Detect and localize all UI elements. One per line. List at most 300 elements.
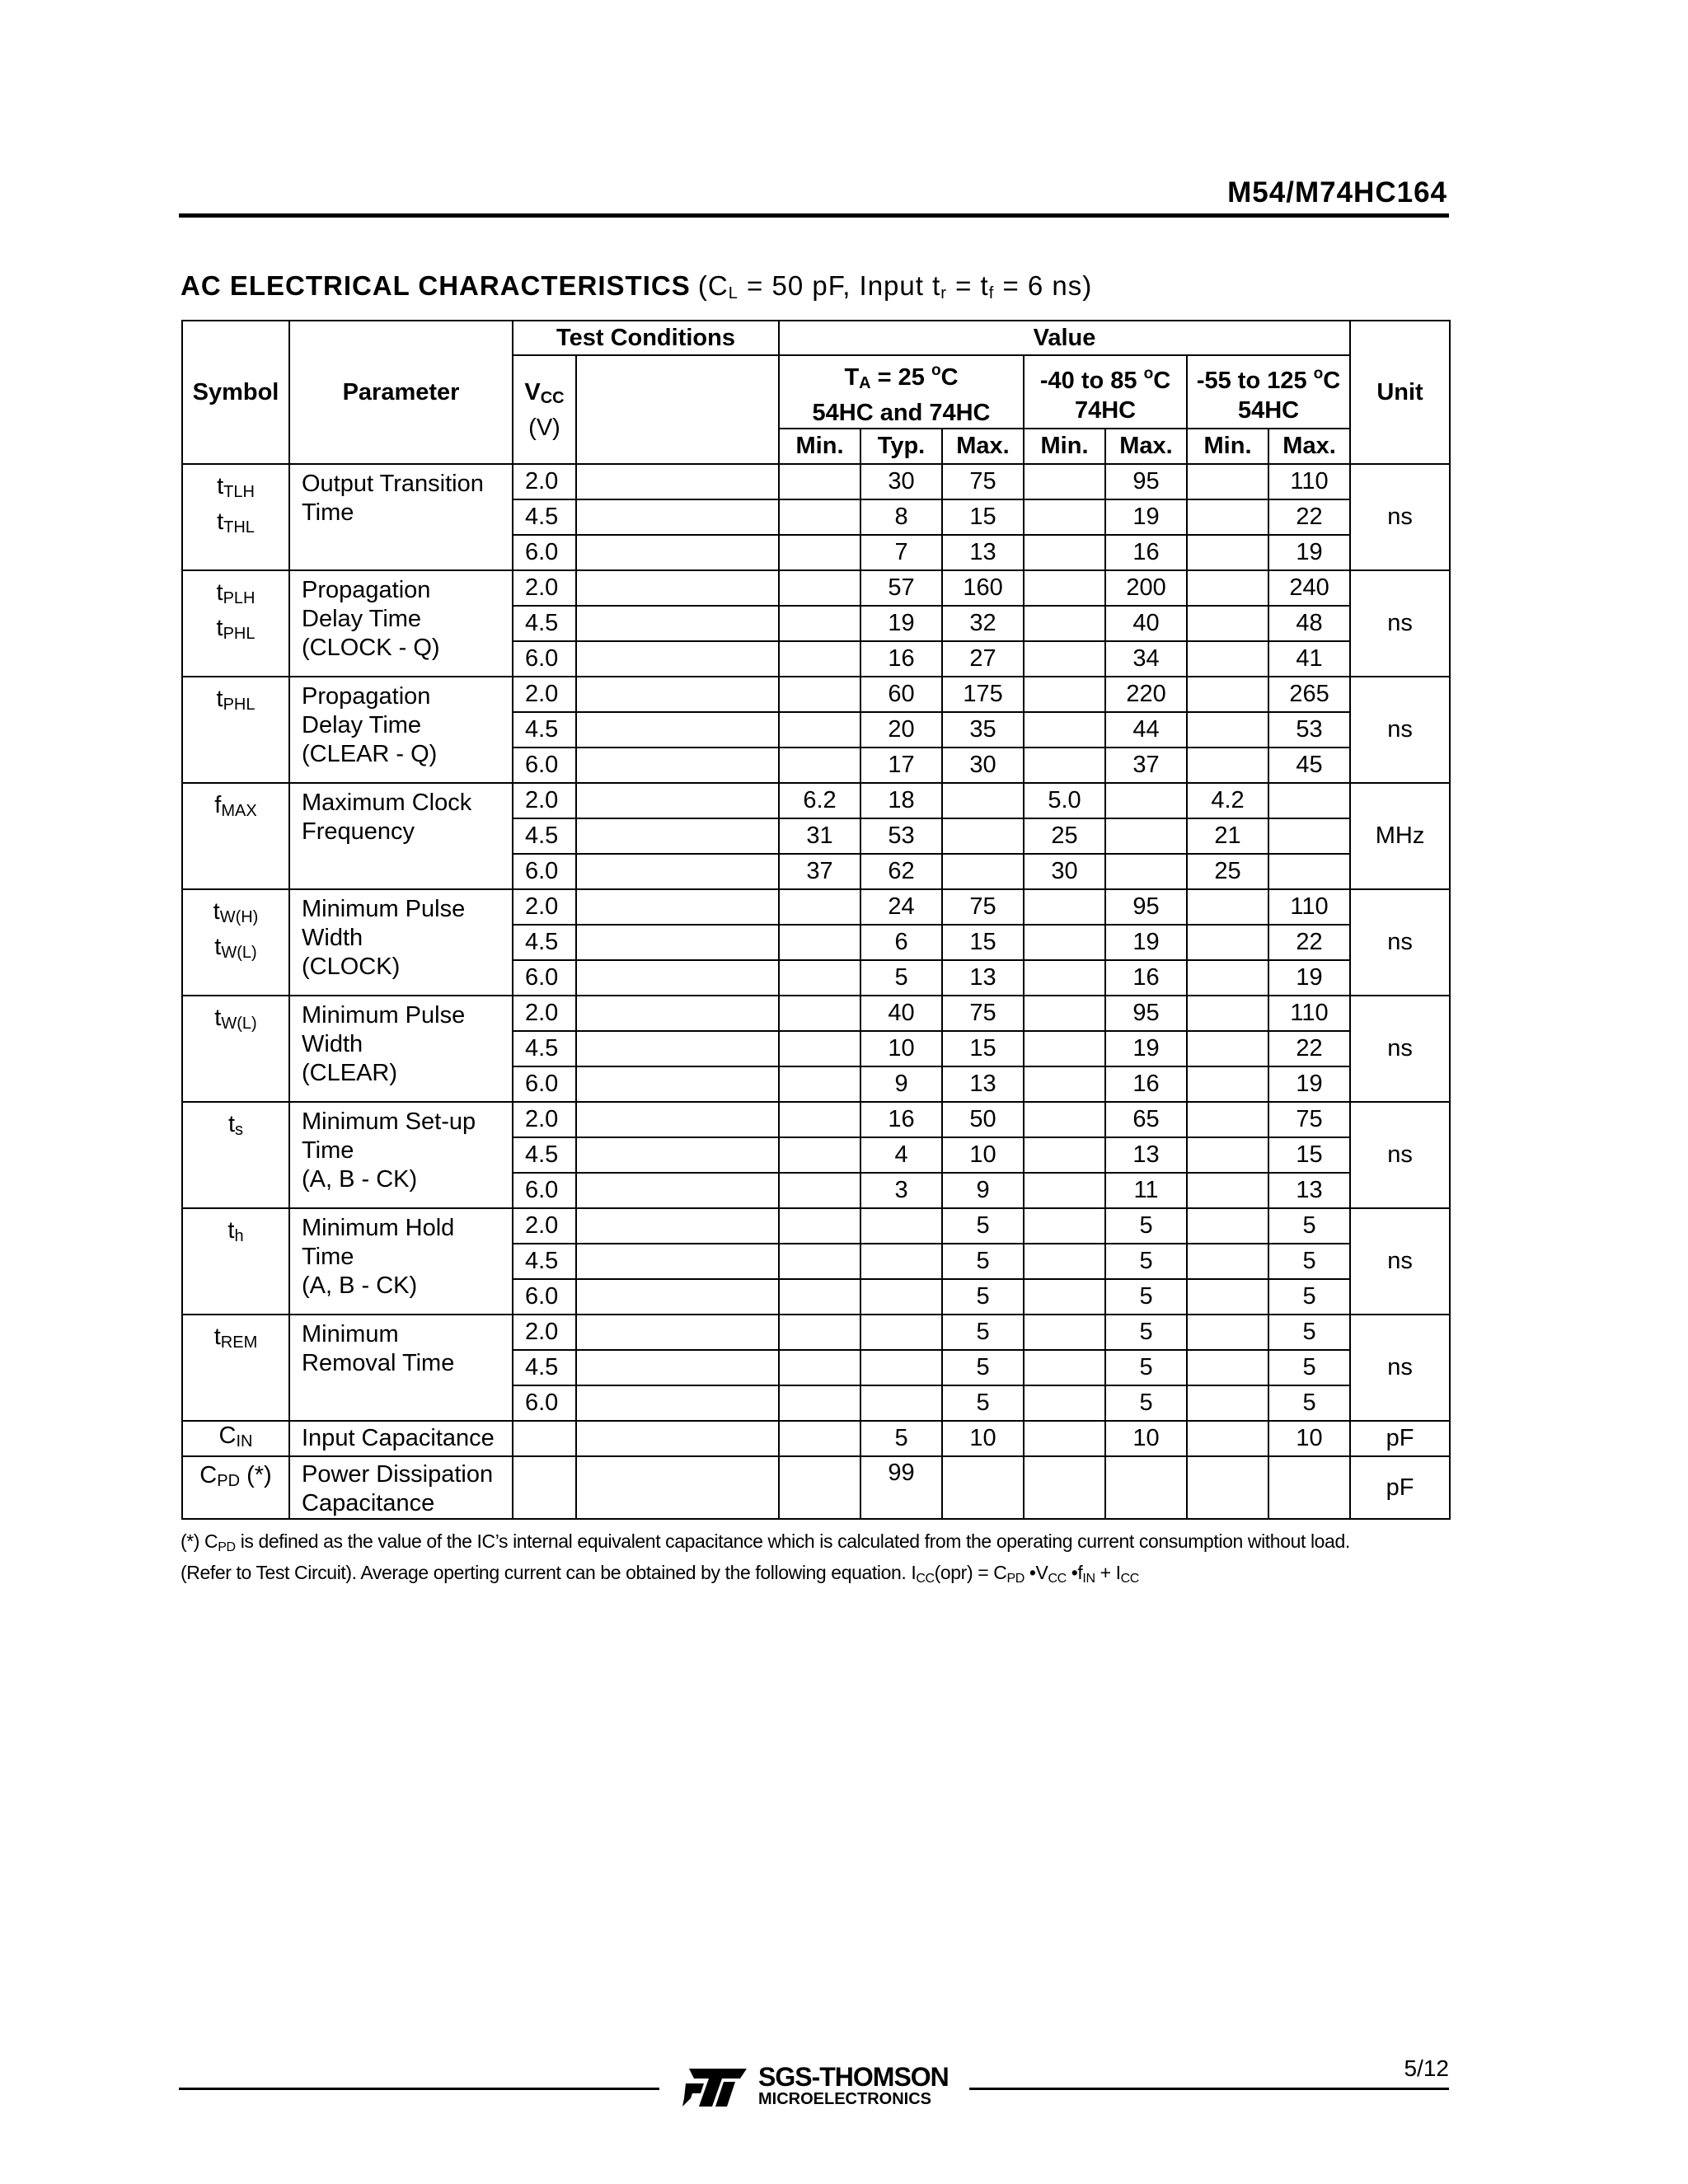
parameter-cell: Input Capacitance xyxy=(289,1421,513,1456)
max-header: Max. xyxy=(942,429,1024,464)
unit-cell: ns xyxy=(1350,1315,1450,1421)
value-cell: 9 xyxy=(942,1173,1024,1208)
sgs-thomson-logo xyxy=(682,2062,954,2111)
header-row-1 xyxy=(182,321,1450,355)
symbol-base: t xyxy=(217,473,224,499)
symbol-cell xyxy=(182,677,289,783)
section-conditions xyxy=(698,270,1092,301)
condition-blank xyxy=(576,1350,779,1385)
symbol-line xyxy=(183,507,288,542)
value-cell: 95 xyxy=(1105,464,1187,499)
symbol-line xyxy=(183,471,288,507)
unit-cell: ns xyxy=(1350,677,1450,783)
value-cell xyxy=(779,1031,860,1066)
value-cell xyxy=(1024,641,1105,677)
condition-blank xyxy=(576,499,779,535)
fn-sub: IN xyxy=(1082,1572,1095,1586)
fn-text: •V xyxy=(1024,1562,1048,1583)
vcc-value: 6.0 xyxy=(513,641,576,677)
symbol-note: (*) xyxy=(240,1462,272,1488)
vcc-value: 4.5 xyxy=(513,1350,576,1385)
symbol-line xyxy=(183,613,288,649)
condition-blank xyxy=(576,1385,779,1421)
symbol-base: t xyxy=(227,1111,236,1137)
symbol-sub: W(L) xyxy=(221,1015,257,1033)
vcc-value: 4.5 xyxy=(513,1244,576,1279)
condition-blank xyxy=(576,748,779,783)
value-cell: 5 xyxy=(942,1279,1024,1315)
vcc-value: 2.0 xyxy=(513,464,576,499)
value-cell: 265 xyxy=(1268,677,1350,712)
value-cell: 110 xyxy=(1268,996,1350,1031)
value-cell xyxy=(779,1102,860,1137)
fn-text: (*) C xyxy=(181,1530,218,1552)
parameter-line: Minimum Hold xyxy=(302,1215,455,1241)
parameter-line: Power Dissipation xyxy=(302,1461,494,1488)
value-cell xyxy=(1024,570,1105,606)
degree-sign: o xyxy=(931,362,941,379)
degree-sign: o xyxy=(1143,364,1154,382)
value-cell xyxy=(1187,996,1268,1031)
fn-text: •f xyxy=(1066,1562,1083,1583)
value-cell xyxy=(1187,1031,1268,1066)
symbol-sub: PHL xyxy=(223,696,256,714)
value-cell xyxy=(942,1456,1024,1519)
value-cell: 62 xyxy=(860,854,942,889)
value-cell: 13 xyxy=(942,535,1024,570)
value-cell xyxy=(779,570,860,606)
vcc-value: 6.0 xyxy=(513,1385,576,1421)
value-cell: 5 xyxy=(942,1208,1024,1244)
value-cell xyxy=(1024,748,1105,783)
value-cell: 5 xyxy=(1268,1385,1350,1421)
value-cell xyxy=(1187,748,1268,783)
value-cell xyxy=(860,1244,942,1279)
footer-rule-left xyxy=(179,2088,659,2090)
vcc-value: 4.5 xyxy=(513,712,576,748)
condition-blank xyxy=(576,606,779,641)
value-cell: 175 xyxy=(942,677,1024,712)
value-cell: 30 xyxy=(1024,854,1105,889)
condition-blank xyxy=(576,1456,779,1519)
value-cell: 5 xyxy=(860,960,942,996)
part-number-header: M54/M74HC164 xyxy=(1227,176,1447,209)
value-cell: 5 xyxy=(1268,1244,1350,1279)
symbol-cell xyxy=(182,464,289,570)
value-cell xyxy=(1024,1279,1105,1315)
value-cell xyxy=(1105,818,1187,854)
value-cell xyxy=(1024,1421,1105,1456)
value-cell: 19 xyxy=(1268,535,1350,570)
condition-blank xyxy=(576,1421,779,1456)
symbol-sub: s xyxy=(235,1121,244,1139)
value-cell xyxy=(779,1279,860,1315)
data-row xyxy=(182,1208,1450,1244)
value-cell xyxy=(860,1315,942,1350)
vcc-value: 4.5 xyxy=(513,1137,576,1173)
data-row xyxy=(182,677,1450,712)
value-cell xyxy=(779,1456,860,1519)
st-logo-icon xyxy=(682,2067,757,2108)
value-cell: 5 xyxy=(1105,1208,1187,1244)
value-cell xyxy=(779,499,860,535)
value-cell xyxy=(1187,1137,1268,1173)
unit-cell: ns xyxy=(1350,570,1450,677)
value-cell: 3 xyxy=(860,1173,942,1208)
symbol-cell xyxy=(182,1102,289,1208)
value-cell: 50 xyxy=(942,1102,1024,1137)
parameter-cell xyxy=(289,1456,513,1519)
value-cell: 22 xyxy=(1268,1031,1350,1066)
value-cell xyxy=(1187,960,1268,996)
data-row xyxy=(182,570,1450,606)
symbol-base: C xyxy=(199,1462,218,1488)
value-cell xyxy=(779,712,860,748)
unit-cell: MHz xyxy=(1350,783,1450,889)
value-cell xyxy=(1187,889,1268,925)
vcc-value: 6.0 xyxy=(513,960,576,996)
value-cell: 5 xyxy=(1268,1279,1350,1315)
value-cell: 34 xyxy=(1105,641,1187,677)
value-cell xyxy=(1024,499,1105,535)
condition-blank xyxy=(576,818,779,854)
parameter-cell xyxy=(289,1315,513,1421)
footnote-line-2 xyxy=(181,1560,1454,1591)
unit-cell: ns xyxy=(1350,889,1450,996)
value-cell: 16 xyxy=(1105,960,1187,996)
vcc-value: 2.0 xyxy=(513,889,576,925)
value-cell: 5 xyxy=(942,1315,1024,1350)
footer-rule-right xyxy=(969,2088,1449,2090)
max-header: Max. xyxy=(1105,429,1187,464)
value-cell: 10 xyxy=(1268,1421,1350,1456)
value-cell: 6.2 xyxy=(779,783,860,818)
value-cell: 10 xyxy=(1105,1421,1187,1456)
value-cell: 75 xyxy=(942,464,1024,499)
value-cell xyxy=(1024,712,1105,748)
value-cell xyxy=(1187,464,1268,499)
symbol-sub: PLH xyxy=(223,589,256,607)
vcc-unit: (V) xyxy=(528,414,560,441)
vcc-value: 4.5 xyxy=(513,1031,576,1066)
value-cell: 37 xyxy=(779,854,860,889)
min-header: Min. xyxy=(1187,429,1268,464)
symbol-base: t xyxy=(216,579,223,606)
vcc-value: 6.0 xyxy=(513,1279,576,1315)
max-header: Max. xyxy=(1268,429,1350,464)
parameter-cell xyxy=(289,889,513,996)
value-cell: 31 xyxy=(779,818,860,854)
value-cell: 24 xyxy=(860,889,942,925)
value-cell: 16 xyxy=(1105,1066,1187,1102)
vcc-value: 2.0 xyxy=(513,1315,576,1350)
value-cell xyxy=(1187,1208,1268,1244)
value-cell xyxy=(860,1279,942,1315)
parameter-cell xyxy=(289,677,513,783)
value-cell: 75 xyxy=(1268,1102,1350,1137)
value-cell xyxy=(860,1350,942,1385)
value-cell: 19 xyxy=(860,606,942,641)
value-cell: 19 xyxy=(1268,960,1350,996)
parameter-line: (CLEAR) xyxy=(302,1060,398,1086)
data-row xyxy=(182,464,1450,499)
parameter-line: Minimum xyxy=(302,1321,399,1347)
value-cell: 44 xyxy=(1105,712,1187,748)
cond-sub: f xyxy=(988,284,995,302)
range-125c-header xyxy=(1187,355,1350,429)
value-cell xyxy=(779,1244,860,1279)
symbol-sub: REM xyxy=(220,1333,258,1352)
symbol-sub: THL xyxy=(223,518,255,537)
data-row xyxy=(182,1315,1450,1350)
symbol-cell xyxy=(182,1421,289,1456)
value-cell xyxy=(779,535,860,570)
data-row xyxy=(182,783,1450,818)
symbol-base: t xyxy=(217,509,224,535)
degree-sign: o xyxy=(1313,364,1324,382)
vcc-value: 4.5 xyxy=(513,499,576,535)
value-cell xyxy=(1187,1385,1268,1421)
value-cell xyxy=(1187,1066,1268,1102)
value-cell xyxy=(1187,1456,1268,1519)
value-cell: 110 xyxy=(1268,889,1350,925)
unit-cell: ns xyxy=(1350,1208,1450,1315)
fn-sub: CC xyxy=(916,1572,935,1586)
parameter-line: Capacitance xyxy=(302,1490,435,1516)
value-cell xyxy=(779,748,860,783)
ac-characteristics-table xyxy=(181,320,1451,1520)
value-cell: 15 xyxy=(1268,1137,1350,1173)
vcc-value: 2.0 xyxy=(513,996,576,1031)
value-cell xyxy=(779,641,860,677)
condition-blank xyxy=(576,641,779,677)
value-cell: 220 xyxy=(1105,677,1187,712)
value-cell xyxy=(1024,1066,1105,1102)
value-cell xyxy=(779,464,860,499)
value-cell xyxy=(779,925,860,960)
value-cell: 27 xyxy=(942,641,1024,677)
vcc-value: 6.0 xyxy=(513,748,576,783)
vcc-value: 2.0 xyxy=(513,677,576,712)
value-cell: 4.2 xyxy=(1187,783,1268,818)
value-cell: 32 xyxy=(942,606,1024,641)
symbol-header: Symbol xyxy=(182,321,289,464)
symbol-cell xyxy=(182,889,289,996)
family-74hc: 74HC xyxy=(1074,396,1137,424)
value-cell xyxy=(860,1208,942,1244)
value-cell: 40 xyxy=(860,996,942,1031)
vcc-value: 4.5 xyxy=(513,925,576,960)
unit-cell: ns xyxy=(1350,464,1450,570)
condition-blank xyxy=(576,996,779,1031)
symbol-line xyxy=(183,1003,288,1038)
value-cell: 5 xyxy=(860,1421,942,1456)
value-cell: 16 xyxy=(1105,535,1187,570)
value-cell: 60 xyxy=(860,677,942,712)
parameter-line: Minimum Set-up xyxy=(302,1108,476,1135)
cond-part: (C xyxy=(697,270,729,301)
symbol-line xyxy=(183,684,288,719)
cond-sub: r xyxy=(940,284,947,302)
value-cell: 5 xyxy=(1105,1350,1187,1385)
value-cell: 95 xyxy=(1105,889,1187,925)
symbol-line xyxy=(183,1109,288,1145)
fn-text: is defined as the value of the IC’s internal equivalent capacitance which is calculated from the operating current consumption without load. xyxy=(235,1530,1350,1552)
symbol-sub: PD xyxy=(217,1472,241,1490)
value-cell: 19 xyxy=(1105,1031,1187,1066)
min-header: Min. xyxy=(1024,429,1105,464)
symbol-line xyxy=(183,1322,288,1357)
value-cell: 4 xyxy=(860,1137,942,1173)
celsius: C xyxy=(940,364,959,391)
value-cell xyxy=(1268,1456,1350,1519)
table-body xyxy=(182,321,1450,1519)
ta-value: = 25 xyxy=(870,364,931,391)
value-cell: 10 xyxy=(942,1137,1024,1173)
unit-cell: pF xyxy=(1350,1421,1450,1456)
symbol-base: t xyxy=(213,1324,221,1350)
value-cell xyxy=(1187,712,1268,748)
celsius: C xyxy=(1153,367,1171,394)
fn-text: (opr) = C xyxy=(934,1562,1007,1583)
typ-header: Typ. xyxy=(860,429,942,464)
symbol-base: t xyxy=(216,615,223,641)
unit-cell: ns xyxy=(1350,1102,1450,1208)
symbol-sub: PHL xyxy=(223,625,256,643)
value-cell: 57 xyxy=(860,570,942,606)
value-cell: 30 xyxy=(860,464,942,499)
parameter-line: Time xyxy=(302,1244,354,1270)
value-cell: 5 xyxy=(1268,1315,1350,1350)
value-cell: 45 xyxy=(1268,748,1350,783)
parameter-line: Width xyxy=(302,925,363,951)
fn-sub: CC xyxy=(1120,1572,1139,1586)
symbol-sub: MAX xyxy=(221,802,257,820)
parameter-cell xyxy=(289,1102,513,1208)
symbol-base: C xyxy=(218,1422,237,1449)
min-header: Min. xyxy=(779,429,860,464)
value-cell xyxy=(1187,570,1268,606)
value-cell xyxy=(1268,854,1350,889)
value-cell xyxy=(779,1066,860,1102)
cin-row xyxy=(182,1421,1450,1456)
symbol-line xyxy=(183,578,288,613)
value-cell xyxy=(1024,996,1105,1031)
symbol-sub: W(H) xyxy=(219,908,259,926)
parameter-line: (A, B - CK) xyxy=(302,1166,418,1193)
value-cell: 53 xyxy=(1268,712,1350,748)
value-cell xyxy=(1187,1244,1268,1279)
parameter-line: (CLOCK - Q) xyxy=(302,635,440,661)
value-cell xyxy=(1268,818,1350,854)
value-cell: 75 xyxy=(942,889,1024,925)
value-cell: 200 xyxy=(1105,570,1187,606)
vcc-value: 2.0 xyxy=(513,1102,576,1137)
parameter-line: Time xyxy=(302,499,354,526)
value-cell: 95 xyxy=(1105,996,1187,1031)
condition-blank xyxy=(576,783,779,818)
value-cell: 13 xyxy=(942,1066,1024,1102)
value-cell xyxy=(1024,960,1105,996)
value-cell xyxy=(779,960,860,996)
symbol-base: t xyxy=(214,1005,222,1031)
value-cell xyxy=(1268,783,1350,818)
footnote xyxy=(181,1529,1454,1591)
value-cell xyxy=(942,818,1024,854)
condition-blank xyxy=(576,1137,779,1173)
symbol-base: t xyxy=(227,1217,235,1244)
value-cell: 25 xyxy=(1187,854,1268,889)
value-cell xyxy=(779,1350,860,1385)
value-cell xyxy=(942,783,1024,818)
value-cell: 37 xyxy=(1105,748,1187,783)
value-cell xyxy=(1024,535,1105,570)
vcc-value: 6.0 xyxy=(513,854,576,889)
value-cell xyxy=(1187,606,1268,641)
cond-sub: L xyxy=(728,284,738,302)
ta-sub: A xyxy=(859,374,871,392)
value-cell: 30 xyxy=(942,748,1024,783)
parameter-line: Delay Time xyxy=(302,712,422,738)
fn-text: (Refer to Test Circuit). Average operting current can be obtained by the following equation. I xyxy=(181,1562,917,1583)
value-cell: 19 xyxy=(1105,499,1187,535)
parameter-cell xyxy=(289,1208,513,1315)
parameter-line: Output Transition xyxy=(302,471,484,497)
symbol-cell xyxy=(182,570,289,677)
value-cell: 22 xyxy=(1268,499,1350,535)
value-cell: 5 xyxy=(942,1350,1024,1385)
value-cell: 18 xyxy=(860,783,942,818)
value-cell xyxy=(1024,1350,1105,1385)
value-cell xyxy=(1105,1456,1187,1519)
fn-sub: PD xyxy=(1006,1572,1025,1586)
unit-cell: pF xyxy=(1350,1456,1450,1519)
value-cell: 5 xyxy=(1105,1244,1187,1279)
parameter-line: Time xyxy=(302,1137,354,1164)
value-cell: 5 xyxy=(1268,1350,1350,1385)
symbol-base: t xyxy=(216,686,223,712)
condition-blank xyxy=(576,677,779,712)
value-cell xyxy=(1105,783,1187,818)
range-125-text: -55 to 125 xyxy=(1196,367,1314,394)
vcc-symbol xyxy=(524,379,564,405)
condition-blank xyxy=(576,1102,779,1137)
value-cell: 5 xyxy=(1105,1385,1187,1421)
value-cell xyxy=(1187,1421,1268,1456)
condition-blank xyxy=(576,1208,779,1244)
value-cell xyxy=(779,606,860,641)
value-cell xyxy=(1024,606,1105,641)
parameter-header: Parameter xyxy=(289,321,513,464)
symbol-line xyxy=(183,1216,288,1251)
value-cell xyxy=(1024,1244,1105,1279)
value-cell: 17 xyxy=(860,748,942,783)
value-cell xyxy=(779,677,860,712)
vcc-blank xyxy=(513,1456,576,1519)
data-row xyxy=(182,1102,1450,1137)
value-cell: 21 xyxy=(1187,818,1268,854)
condition-blank xyxy=(576,1244,779,1279)
condition-blank xyxy=(576,889,779,925)
condition-blank xyxy=(576,535,779,570)
value-cell: 5 xyxy=(1105,1279,1187,1315)
value-cell xyxy=(1024,1137,1105,1173)
value-cell xyxy=(1187,1279,1268,1315)
symbol-cell xyxy=(182,783,289,889)
vcc-value: 2.0 xyxy=(513,1208,576,1244)
value-cell: 22 xyxy=(1268,925,1350,960)
value-cell xyxy=(1024,1385,1105,1421)
